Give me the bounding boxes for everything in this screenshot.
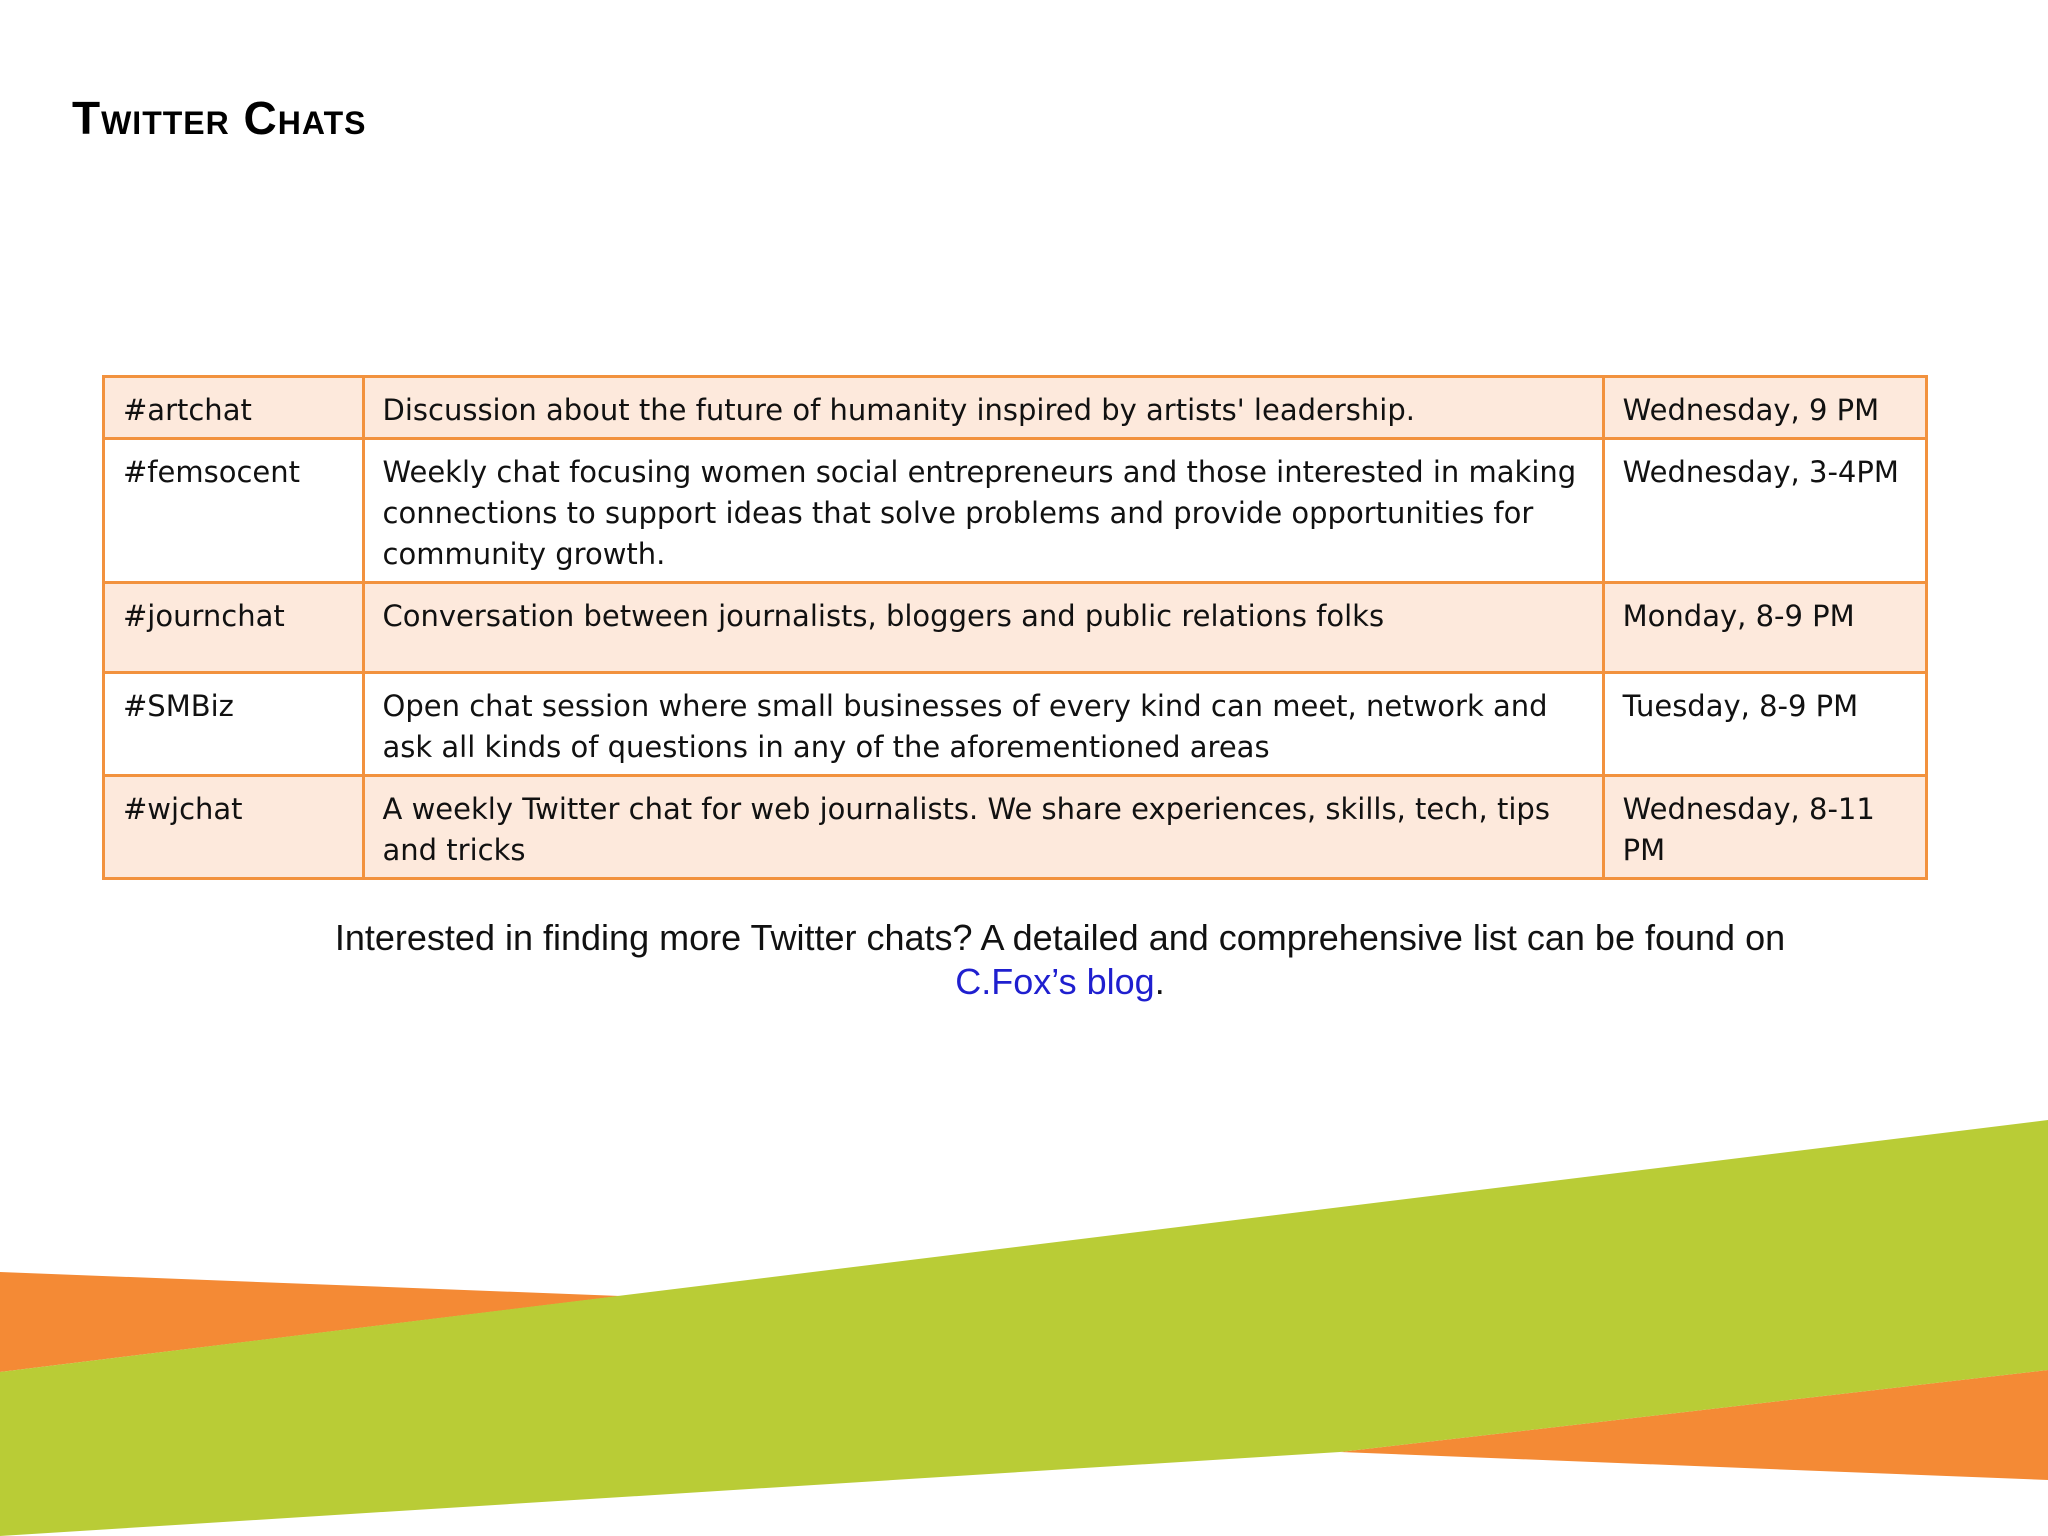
table-row [104, 439, 1927, 583]
chat-hashtag: #SMBiz [104, 673, 364, 776]
chat-hashtag: #femsocent [104, 439, 364, 583]
cfox-blog-link[interactable]: C.Fox’s blog [955, 961, 1155, 1002]
chat-description: A weekly Twitter chat for web journalists. We share experiences, skills, tech, tips and tricks [363, 776, 1603, 879]
table-row [104, 377, 1927, 439]
table-row [104, 583, 1927, 673]
footer-text: Interested in finding more Twitter chats? A detailed and comprehensive list can be found on [334, 917, 1786, 958]
chat-schedule: Wednesday, 8-11 PM [1603, 776, 1926, 879]
chat-hashtag: #artchat [104, 377, 364, 439]
footer-end-punct: . [1154, 961, 1165, 1002]
slide-title: Twitter Chats [72, 92, 367, 144]
chat-schedule: Tuesday, 8-9 PM [1603, 673, 1926, 776]
chat-hashtag: #wjchat [104, 776, 364, 879]
chat-description: Conversation between journalists, bloggers and public relations folks [363, 583, 1603, 673]
chat-schedule: Wednesday, 9 PM [1603, 377, 1926, 439]
footer-note [250, 916, 1870, 1004]
chat-description: Discussion about the future of humanity inspired by artists' leadership. [363, 377, 1603, 439]
chat-description: Weekly chat focusing women social entrepreneurs and those interested in making connections to support ideas that solve problems and provide opportunities for community growth. [363, 439, 1603, 583]
chat-schedule: Monday, 8-9 PM [1603, 583, 1926, 673]
chat-description: Open chat session where small businesses of every kind can meet, network and ask all kinds of questions in any of the aforementioned areas [363, 673, 1603, 776]
table-row [104, 776, 1927, 879]
chat-schedule: Wednesday, 3-4PM [1603, 439, 1926, 583]
chat-hashtag: #journchat [104, 583, 364, 673]
twitter-chats-table [102, 375, 1928, 880]
table-row [104, 673, 1927, 776]
